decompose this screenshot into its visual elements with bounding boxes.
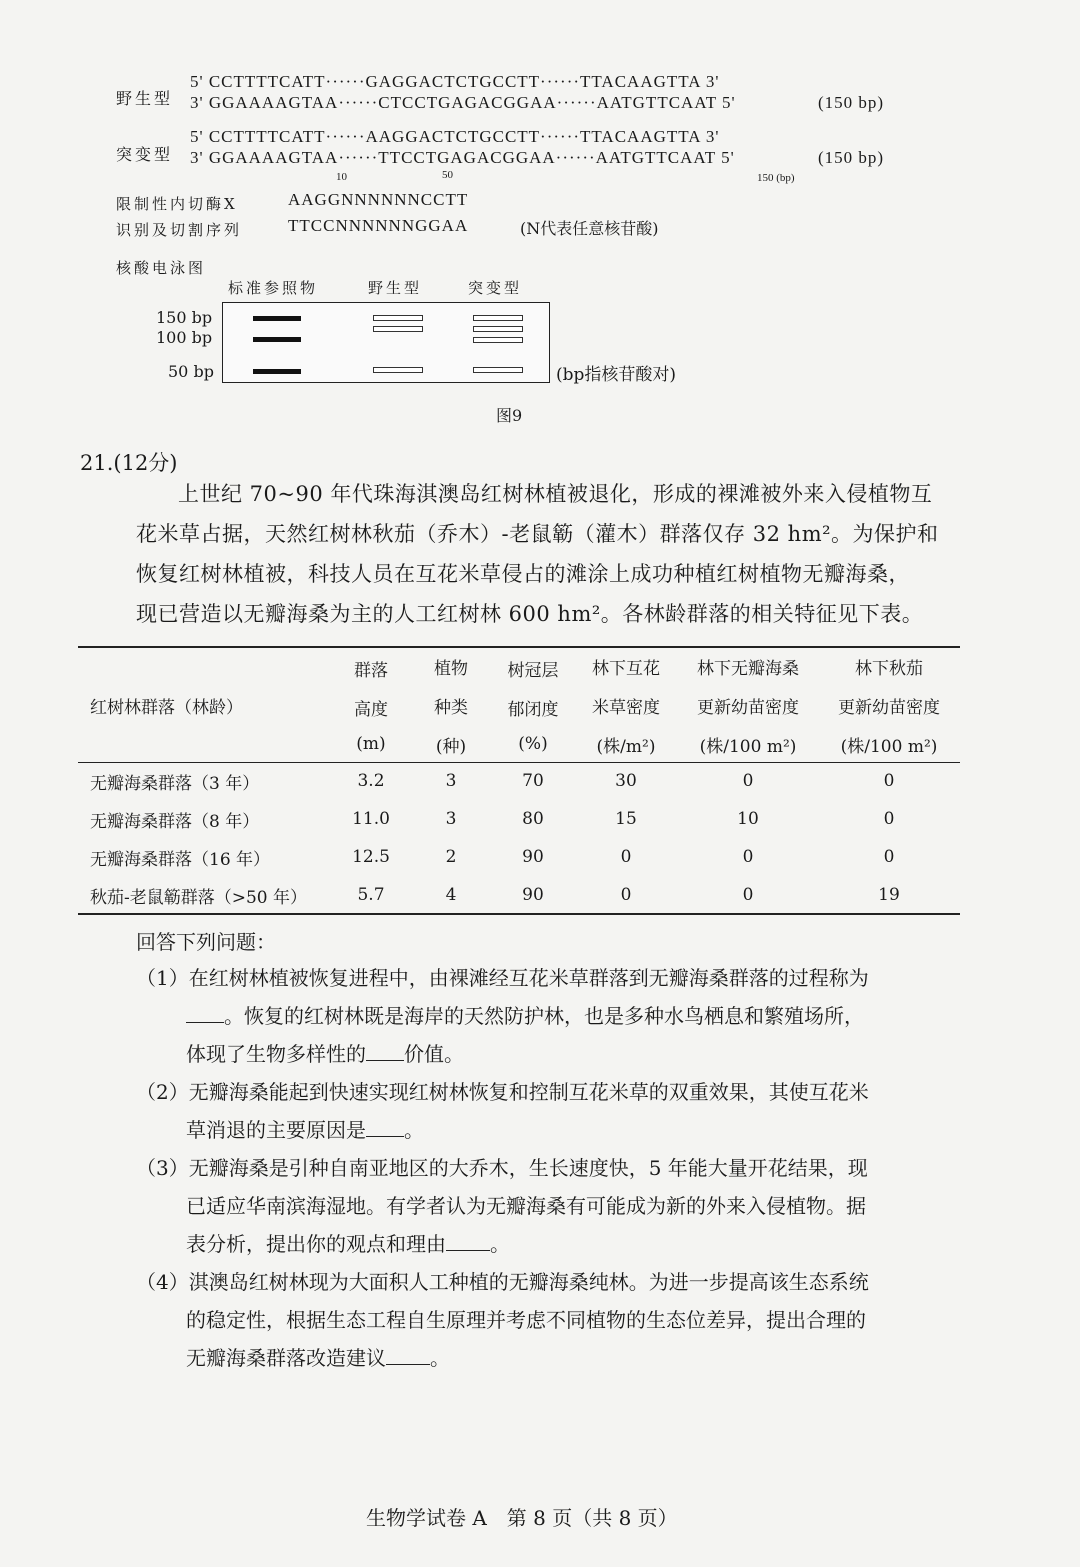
intro-line-3: 恢复红树林植被，科技人员在互花米草侵占的滩涂上成功种植红树植物无瓣海桑， [136, 562, 910, 586]
header-height: 群落 高度 (m) [354, 661, 388, 754]
row-name: 无瓣海桑群落（16 年） [90, 849, 271, 870]
header-community: 红树林群落（林龄） [90, 697, 243, 718]
q1-blank-1[interactable] [186, 1002, 224, 1023]
gel-image [222, 302, 550, 383]
band-standard-50 [253, 369, 301, 374]
band-standard-100 [253, 337, 301, 342]
table-header-row [78, 648, 960, 762]
position-50: 50 [442, 169, 453, 181]
cell: 15 [615, 809, 637, 829]
enzyme-seq-top: AAGGNNNNNNCCTT [288, 190, 469, 209]
mutant-top-strand: 5' CCTTTTCATT······AAGGACTCTGCCTT······TTACAAGTTA 3' [190, 127, 720, 146]
band-wild-1 [373, 315, 423, 321]
gel-marker-50: 50 bp [168, 362, 214, 381]
figure-caption: 图9 [496, 406, 523, 425]
band-wild-3 [373, 367, 423, 373]
band-mutant-3 [473, 337, 523, 343]
q1-line-3: 体现了生物多样性的 价值。 [186, 1042, 464, 1066]
row-name: 无瓣海桑群落（3 年） [90, 773, 260, 794]
gel-marker-150: 150 bp [156, 308, 213, 327]
enzyme-label: 限制性内切酶X [116, 195, 238, 213]
gel-col-standard: 标准参照物 [228, 279, 319, 297]
cell: 0 [620, 847, 632, 867]
cell: 90 [522, 885, 544, 905]
page-footer: 生物学试卷 A 第 8 页（共 8 页） [366, 1506, 678, 1530]
q3-line-2: 已适应华南滨海湿地。有学者认为无瓣海桑有可能成为新的外来入侵植物。据 [186, 1194, 866, 1218]
mutant-length: (150 bp) [818, 148, 885, 167]
q2-line-2: 草消退的主要原因是 。 [186, 1118, 424, 1142]
wild-type-top-strand: 5' CCTTTTCATT······GAGGACTCTGCCTT······TTACAAGTTA 3' [190, 72, 720, 91]
intro-line-2: 花米草占据，天然红树林秋茄（乔木）-老鼠簕（灌木）群落仅存 32 hm²。为保护和 [136, 522, 939, 546]
cell: 70 [522, 771, 544, 791]
cell: 4 [445, 885, 457, 905]
intro-line-1: 上世纪 70~90 年代珠海淇澳岛红树林植被退化，形成的裸滩被外来入侵植物互 [178, 482, 933, 506]
row-name: 秋茄-老鼠簕群落（>50 年） [90, 887, 308, 908]
q3-line-1: （3）无瓣海桑是引种自南亚地区的大乔木，生长速度快，5 年能大量开花结果，现 [136, 1156, 868, 1180]
band-mutant-4 [473, 367, 523, 373]
q4-line-2: 的稳定性，根据生态工程自生原理并考虑不同植物的生态位差异，提出合理的 [186, 1308, 866, 1332]
band-standard-150 [253, 316, 301, 321]
q3-line-3: 表分析，提出你的观点和理由 。 [186, 1232, 510, 1256]
cell: 11.0 [352, 809, 390, 829]
wild-type-length: (150 bp) [818, 93, 885, 112]
wild-type-label: 野生型 [116, 89, 174, 108]
cell: 3 [445, 809, 457, 829]
cell: 0 [742, 771, 754, 791]
enzyme-seq-bottom: TTCCNNNNNNGGAA [288, 216, 469, 235]
wild-type-bottom-strand: 3' GGAAAAGTAA······CTCCTGAGACGGAA······AATGTTCAAT 5' [190, 93, 736, 112]
gel-marker-100: 100 bp [156, 328, 213, 347]
gel-col-wild: 野生型 [368, 279, 423, 297]
gel-col-mutant: 突变型 [468, 279, 523, 297]
cell: 90 [522, 847, 544, 867]
q4-blank[interactable] [386, 1344, 430, 1365]
enzyme-site-label: 识别及切割序列 [116, 221, 243, 239]
cell: 0 [883, 771, 895, 791]
header-canopy: 树冠层 郁闭度 (%) [507, 661, 559, 754]
cell: 3.2 [357, 771, 385, 791]
q1-line-1: （1）在红树林植被恢复进程中，由裸滩经互花米草群落到无瓣海桑群落的过程称为 [136, 966, 869, 990]
band-mutant-2 [473, 326, 523, 332]
position-150: 150 (bp) [757, 172, 795, 184]
cell: 80 [522, 809, 544, 829]
cell: 30 [615, 771, 637, 791]
gel-title: 核酸电泳图 [116, 259, 207, 277]
cell: 5.7 [357, 885, 385, 905]
cell: 19 [878, 885, 900, 905]
position-10: 10 [336, 171, 347, 183]
q4-line-3: 无瓣海桑群落改造建议 。 [186, 1346, 450, 1370]
community-table [78, 648, 960, 914]
cell: 0 [883, 847, 895, 867]
table-row [78, 762, 960, 800]
mutant-label: 突变型 [116, 145, 174, 164]
q1-blank-2[interactable] [366, 1040, 404, 1061]
header-species: 植物 种类 (种) [434, 658, 468, 757]
q1-line-2: 。恢复的红树林既是海岸的天然防护林，也是多种水鸟栖息和繁殖场所， [186, 996, 864, 1036]
intro-line-4: 现已营造以无瓣海桑为主的人工红树林 600 hm²。各林龄群落的相关特征见下表。 [136, 602, 924, 626]
row-name: 无瓣海桑群落（8 年） [90, 811, 260, 832]
q3-blank[interactable] [446, 1230, 490, 1251]
table-row [78, 876, 960, 914]
cell: 10 [737, 809, 759, 829]
table-row [78, 800, 960, 838]
table-row [78, 838, 960, 876]
cell: 2 [445, 847, 457, 867]
band-mutant-1 [473, 315, 523, 321]
cell: 0 [883, 809, 895, 829]
cell: 0 [742, 885, 754, 905]
q2-blank[interactable] [366, 1116, 404, 1137]
answer-prompt: 回答下列问题： [136, 930, 276, 954]
gel-note: (bp指核苷酸对) [556, 365, 677, 385]
cell: 3 [445, 771, 457, 791]
header-kandelia-seedling: 林下秋茄 更新幼苗密度 (株/100 m²) [838, 658, 940, 757]
cell: 0 [742, 847, 754, 867]
band-wild-2 [373, 326, 423, 332]
cell: 0 [620, 885, 632, 905]
cell: 12.5 [352, 847, 390, 867]
q2-line-1: （2）无瓣海桑能起到快速实现红树林恢复和控制互花米草的双重效果，其使互花米 [136, 1080, 869, 1104]
header-spartina-density: 林下互花 米草密度 (株/m²) [592, 658, 660, 757]
question-number: 21.(12分) [80, 451, 178, 475]
header-sonneratia-seedling: 林下无瓣海桑 更新幼苗密度 (株/100 m²) [697, 658, 799, 757]
q4-line-1: （4）淇澳岛红树林现为大面积人工种植的无瓣海桑纯林。为进一步提高该生态系统 [136, 1270, 869, 1294]
enzyme-note: (N代表任意核苷酸) [520, 219, 659, 238]
mutant-bottom-strand: 3' GGAAAAGTAA······TTCCTGAGACGGAA······AATGTTCAAT 5' [190, 148, 735, 167]
